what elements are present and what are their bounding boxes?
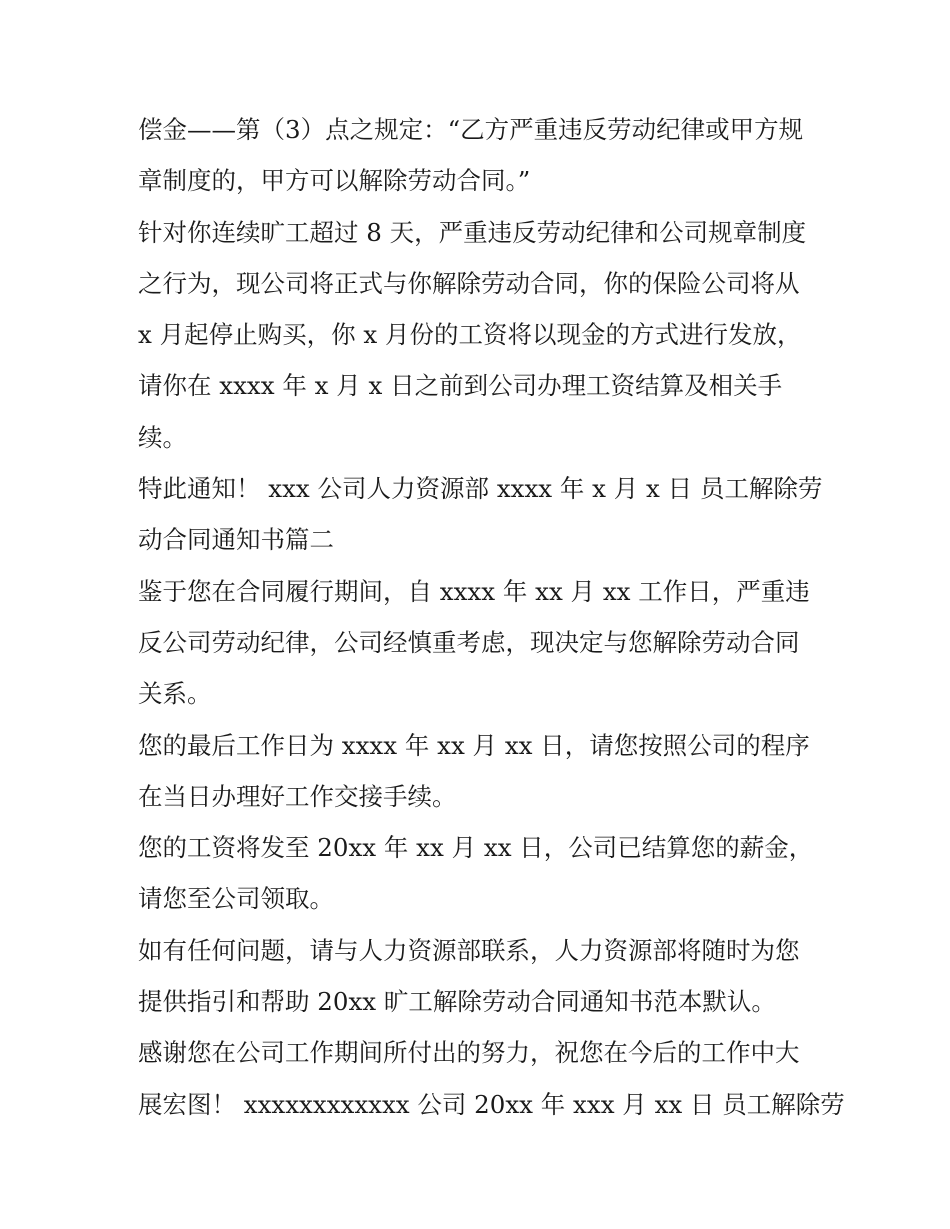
- text-line: 特此通知！ xxx 公司人力资源部 xxxx 年 x 月 x 日 员工解除劳: [138, 474, 823, 504]
- text-line: 您的最后工作日为 xxxx 年 xx 月 xx 日，请您按照公司的程序: [138, 730, 810, 760]
- text-line: 之行为，现公司将正式与你解除劳动合同，你的保险公司将从: [138, 268, 800, 298]
- text-line: 鉴于您在合同履行期间，自 xxxx 年 xx 月 xx 工作日，严重违: [138, 576, 810, 606]
- text-line: x 月起停止购买，你 x 月份的工资将以现金的方式进行发放，: [138, 320, 802, 350]
- text-line: 关系。: [138, 679, 212, 709]
- text-line: 感谢您在公司工作期间所付出的努力，祝您在今后的工作中大: [138, 1038, 800, 1068]
- text-line: 请您至公司领取。: [138, 884, 334, 914]
- text-line: 请你在 xxxx 年 x 月 x 日之前到公司办理工资结算及相关手: [138, 371, 783, 401]
- text-line: 如有任何问题，请与人力资源部联系，人力资源部将随时为您: [138, 935, 800, 965]
- text-line: 动合同通知书篇二: [138, 525, 334, 555]
- text-line: 续。: [138, 422, 187, 452]
- text-line: 针对你连续旷工超过 8 天，严重违反劳动纪律和公司规章制度: [138, 217, 807, 247]
- text-line: 您的工资将发至 20xx 年 xx 月 xx 日，公司已结算您的薪金，: [138, 833, 814, 863]
- text-line: 章制度的，甲方可以解除劳动合同。”: [138, 166, 531, 196]
- text-line: 偿金——第（3）点之规定：“乙方严重违反劳动纪律或甲方规: [138, 115, 804, 144]
- text-line: 展宏图！ xxxxxxxxxxxx 公司 20xx 年 xxx 月 xx 日 员工解除劳: [138, 1089, 845, 1119]
- text-line: 提供指引和帮助 20xx 旷工解除劳动合同通知书范本默认。: [138, 987, 776, 1017]
- text-line: 反公司劳动纪律，公司经慎重考虑，现决定与您解除劳动合同: [138, 627, 800, 657]
- text-line: 在当日办理好工作交接手续。: [138, 781, 457, 811]
- document-body: [138, 104, 845, 1130]
